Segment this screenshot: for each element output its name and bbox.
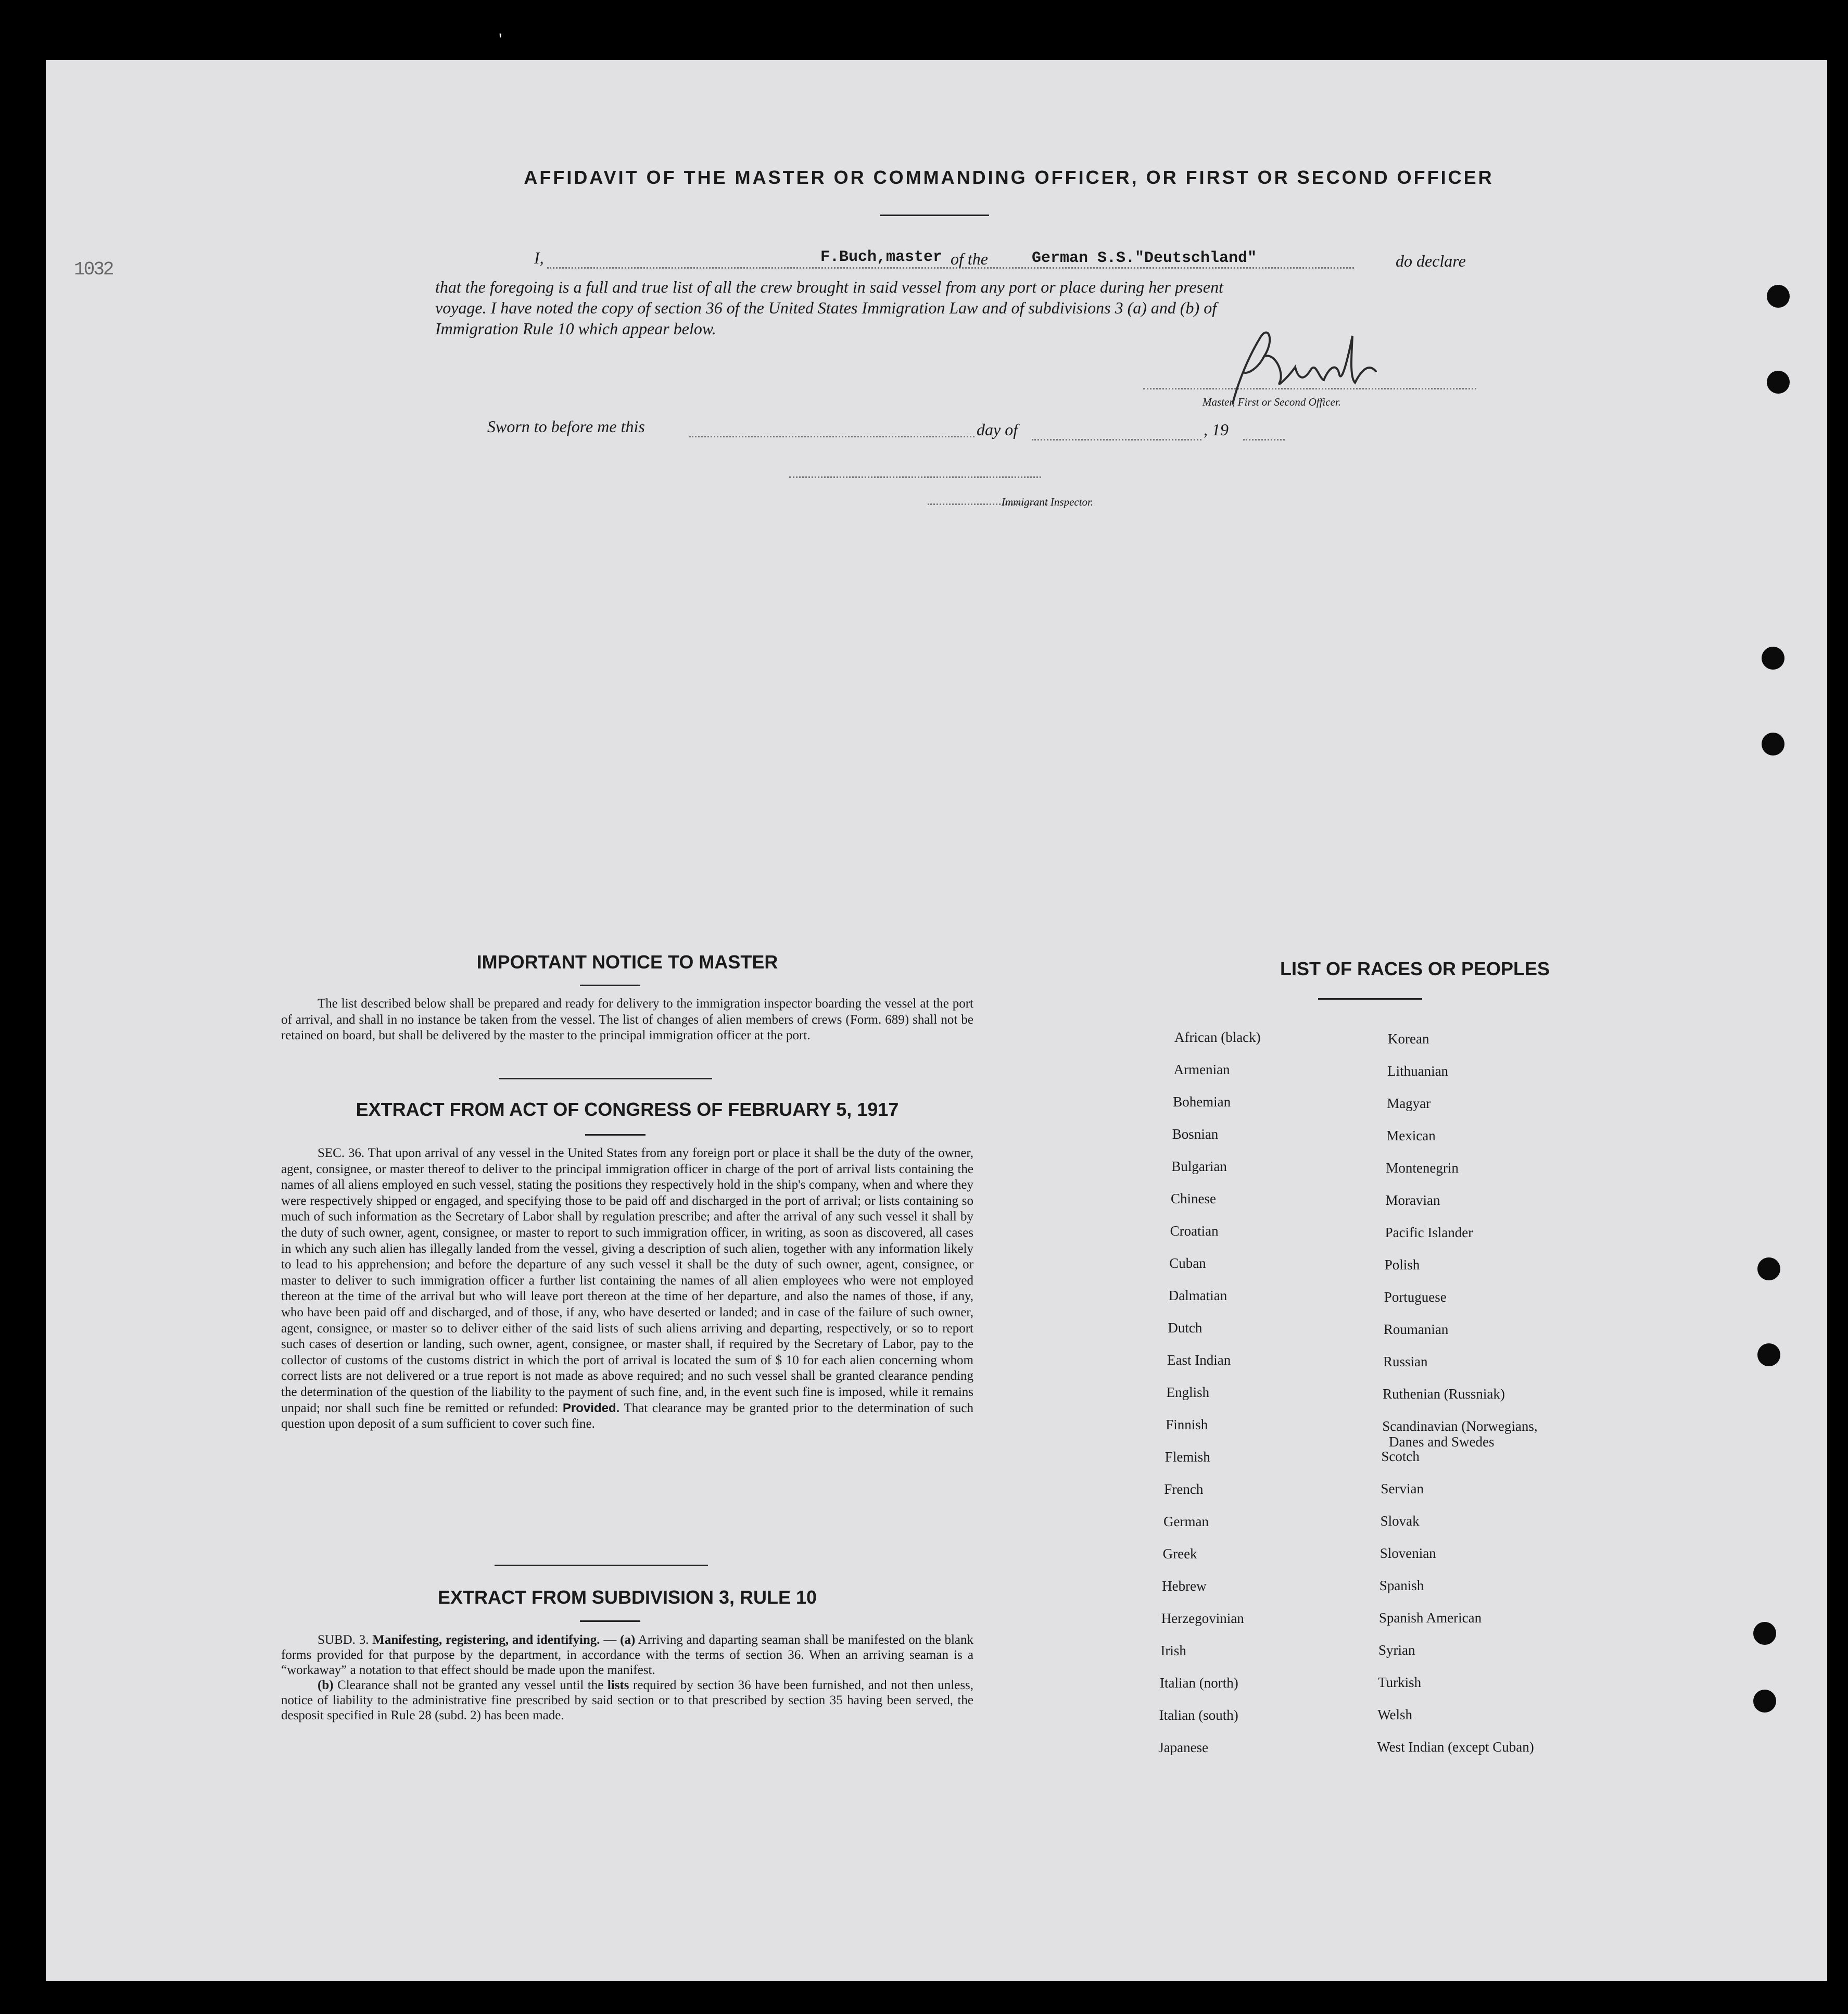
year-prefix: , 19	[1204, 420, 1229, 439]
race-item: Ruthenian (Russniak)	[1383, 1386, 1505, 1402]
punch-hole	[1757, 1257, 1780, 1280]
race-item: Japanese	[1158, 1740, 1209, 1755]
race-item: Spanish	[1379, 1578, 1424, 1593]
race-item: Cuban	[1169, 1255, 1206, 1271]
race-item: Irish	[1160, 1643, 1186, 1658]
provided-label: Provided.	[562, 1401, 620, 1415]
races-title: LIST OF RACES OR PEOPLES	[1280, 958, 1550, 979]
punch-hole	[1753, 1690, 1776, 1713]
section-rule	[580, 985, 640, 986]
affidavit-line-4: Immigration Rule 10 which appear below.	[435, 319, 716, 338]
section-rule	[499, 1078, 712, 1079]
section-rule	[495, 1565, 708, 1566]
race-item: East Indian	[1167, 1352, 1231, 1368]
punch-hole	[1757, 1343, 1780, 1366]
race-item: Danes and Swedes	[1389, 1434, 1495, 1450]
race-item: Syrian	[1378, 1642, 1415, 1658]
punch-hole	[1767, 285, 1790, 308]
race-item: Scotch	[1381, 1449, 1420, 1464]
race-item: Bulgarian	[1171, 1159, 1227, 1174]
race-item: Armenian	[1173, 1062, 1230, 1077]
rule-extract-title: EXTRACT FROM SUBDIVISION 3, RULE 10	[437, 1587, 817, 1608]
punch-hole	[1753, 1622, 1776, 1645]
race-item: Greek	[1162, 1546, 1197, 1562]
clause-b-label: (b)	[318, 1678, 334, 1692]
race-item: English	[1166, 1384, 1210, 1400]
race-item: Magyar	[1387, 1096, 1431, 1111]
affidavit-line-3: voyage. I have noted the copy of section 36 of the United States Immigration Law and of subdivisions 3 (a) and (b) of	[435, 298, 1217, 317]
race-item: Slovak	[1380, 1513, 1420, 1529]
do-declare-text: do declare	[1396, 251, 1466, 270]
race-item: African (black)	[1174, 1029, 1261, 1045]
race-item: Welsh	[1377, 1707, 1413, 1722]
race-item: Hebrew	[1162, 1578, 1207, 1594]
race-item: Dutch	[1168, 1320, 1203, 1336]
race-item: Bosnian	[1172, 1126, 1219, 1142]
sec-36-text: SEC. 36. That upon arrival of any vessel in the United States from any foreign port or place it shall be the duty of the owner, agent, consignee, or master thereof to deliver to the principal immigration officer in charge of the port of arrival lists containing the names of all aliens employed en such vessel, stating the positions they respectively hold in the ship's company, when and where they were respectively shipped or engaged, and specifying those to be paid off and discharged in the port of arrival; or lists containing so much of such information as the Secretary of Labor shall by regulation prescribe; and after the arrival of any such vessel it shall by the duty of such owner, agent, consignee, or master to report to such immigration officer, in writing, as soon as discovered, all cases in which any such alien has illegally landed from the vessel, giving a description of such alien, together with any information likely to lead to his apprehension; and before the departure of any such vessel it shall be the duty of such owner, agent, consignee, or master to deliver to such immigration officer a further list containing the names of all alien employees who were not employed thereon at the time of the arrival but who will leave port thereon at the time of her departure, and also the names of those, if any, who have been paid off and discharged, and of those, if any, who have deserted or landed; and in case of the failure of such owner, agent, consignee, or master so to deliver either of the said lists of such aliens arriving and departing, respectively, or so to report such cases of desertion or landing, such owner, agent, consignee, or master shall, if required by the Secretary of Labor, pay to the collector of customs of the customs district in which the port of arrival is located the sum of $ 10 for each alien concerning whom correct lists are not delivered or a true report is not made as above required; and no such vessel shall be granted clearance pending the determination of the question of the liability to the payment of such fine, and, in the event such fine is imposed, while it remains unpaid; nor shall such fine be remitted or refunded:	[281, 1146, 973, 1415]
sworn-text: Sworn to before me this	[487, 417, 645, 436]
race-item: Dalmatian	[1168, 1288, 1227, 1303]
document-page	[46, 60, 1827, 1981]
race-item: Finnish	[1166, 1417, 1208, 1432]
act-extract-title: EXTRACT FROM ACT OF CONGRESS OF FEBRUARY 5, 1917	[356, 1099, 899, 1120]
subd-heading: Manifesting, registering, and identifying. —	[372, 1633, 617, 1647]
affidavit-line-2: that the foregoing is a full and true list of all the crew brought in said vessel from any port or place during her present	[435, 278, 1223, 296]
sec-36-tail: That clearance may be granted prior to the determination of such question upon deposit of a sum sufficient to cover such fine.	[281, 1401, 973, 1431]
subd-label: SUBD. 3.	[318, 1633, 369, 1647]
signer-caption: Master, First or Second Officer.	[1203, 396, 1341, 408]
affidavit-pronoun: I,	[534, 248, 544, 267]
race-item: Polish	[1384, 1257, 1420, 1273]
race-item: Croatian	[1170, 1223, 1219, 1239]
clause-a-label: (a)	[620, 1633, 636, 1647]
race-item: Spanish American	[1378, 1610, 1482, 1626]
race-item: Moravian	[1385, 1192, 1440, 1208]
race-item: West Indian (except Cuban)	[1377, 1739, 1534, 1755]
clause-a-text: Arriving and daparting seaman shall be manifested on the blank forms provided for that purpose by the department, in accordance with the terms of section 36. When an arriving seaman is a “workaway” a notation to that effect should be made upon the manifest.	[281, 1633, 973, 1677]
of-the-text: of the	[951, 249, 988, 268]
race-item: Scandinavian (Norwegians,	[1382, 1418, 1538, 1434]
race-item: Chinese	[1171, 1191, 1216, 1206]
race-item: Lithuanian	[1387, 1063, 1449, 1079]
section-rule	[1318, 998, 1422, 1000]
inspector-caption: Immigrant Inspector.	[1002, 496, 1094, 508]
day-of-text: day of	[977, 420, 1018, 439]
act-extract-body	[281, 1146, 973, 1432]
clause-b-lists: lists	[607, 1678, 629, 1692]
vessel-name-filled: German S.S."Deutschland"	[1032, 249, 1257, 267]
section-rule	[580, 1620, 640, 1622]
section-rule	[585, 1134, 645, 1136]
race-item: Pacific Islander	[1385, 1225, 1473, 1240]
race-item: Servian	[1381, 1481, 1424, 1496]
title-rule	[880, 215, 989, 216]
race-item: French	[1164, 1481, 1204, 1497]
scan-top-mark: '	[499, 30, 502, 50]
punch-hole	[1762, 733, 1784, 756]
clause-b-text-2: required by section 36 have been furnished, and not then unless, notice of liability to the administrative fine prescribed by said section or to that prescribed by section 35 having been served, the desposit specified in Rule 28 (subd. 2) has been made.	[281, 1678, 974, 1722]
notice-paragraph: The list described below shall be prepared and ready for delivery to the immigration inspector boarding the vessel at the port of arrival, and shall in no instance be taken from the vessel. The list of changes of alien members of crews (Form. 689) shall not be retained on board, but shall be delivered by the master to the principal immigration officer at the port.	[281, 997, 973, 1043]
clause-b-text-1: Clearance shall not be granted any vessel until the	[337, 1678, 604, 1692]
master-name-filled: F.Buch,master	[820, 248, 943, 266]
punch-hole	[1762, 647, 1784, 670]
rule-extract-body	[281, 1632, 973, 1723]
race-item: Mexican	[1386, 1128, 1436, 1143]
race-item: Portuguese	[1384, 1289, 1447, 1305]
race-item: Flemish	[1165, 1449, 1210, 1465]
notice-title: IMPORTANT NOTICE TO MASTER	[476, 951, 778, 973]
race-item: Roumanian	[1383, 1321, 1449, 1337]
race-item: Bohemian	[1173, 1094, 1231, 1110]
race-item: Slovenian	[1379, 1545, 1436, 1561]
affidavit-title: AFFIDAVIT OF THE MASTER OR COMMANDING OFFICER, OR FIRST OR SECOND OFFICER	[524, 167, 1494, 188]
race-item: Italian (south)	[1159, 1707, 1238, 1723]
notice-body	[281, 996, 973, 1044]
race-item: Herzegovinian	[1161, 1610, 1244, 1626]
race-item: German	[1163, 1514, 1209, 1529]
race-item: Italian (north)	[1160, 1675, 1238, 1691]
race-item: Russian	[1383, 1354, 1428, 1369]
race-item: Montenegrin	[1386, 1160, 1459, 1176]
margin-number: 1032	[74, 259, 113, 280]
race-item: Korean	[1388, 1031, 1429, 1047]
race-item: Turkish	[1378, 1675, 1422, 1690]
punch-hole	[1767, 371, 1790, 394]
